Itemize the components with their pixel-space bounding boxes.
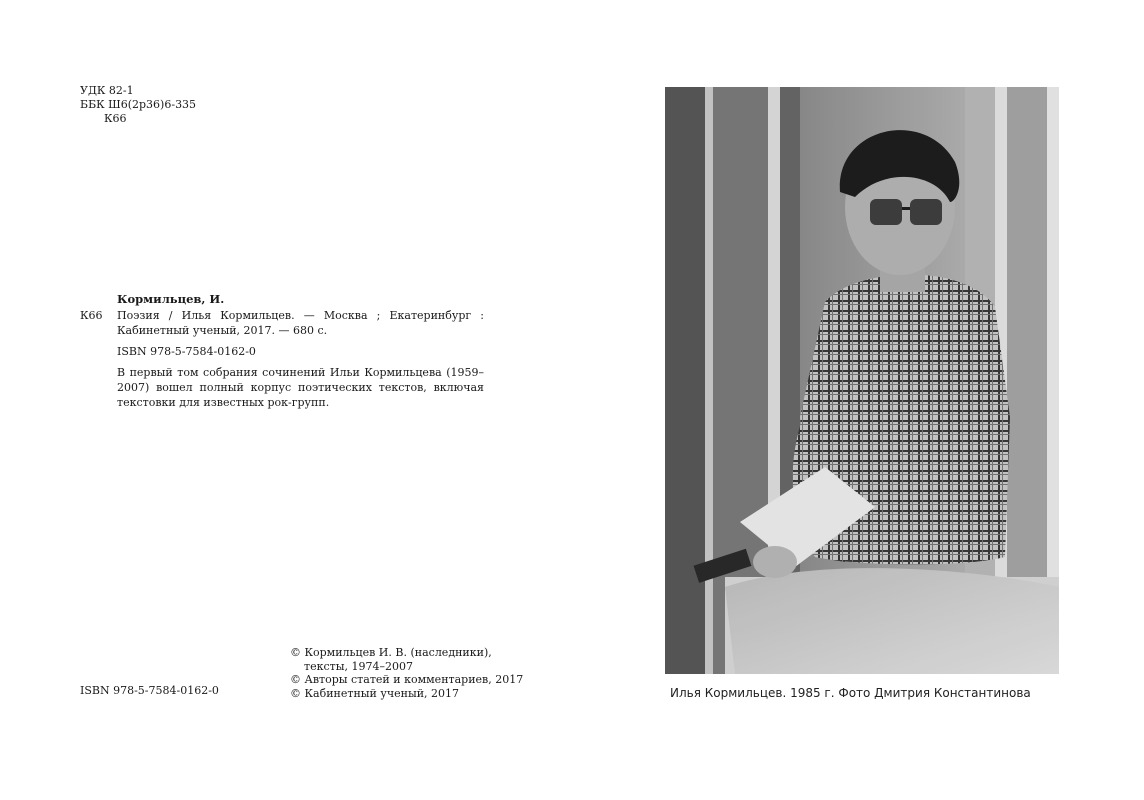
bbk-code: ББК Ш6(2р36)6-335 xyxy=(80,98,197,111)
isbn-bottom: ISBN 978-5-7584-0162-0 xyxy=(80,684,219,697)
copyright-line: © Авторы статей и комментариев, 2017 xyxy=(290,673,524,686)
catalog-description: Поэзия / Илья Кормильцев. — Москва ; Екатеринбург : Кабинетный ученый, 2017. — 680 с. xyxy=(117,309,484,337)
copyright-line: © Кормильцев И. В. (наследники), xyxy=(290,646,492,659)
catalog-annotation: В первый том собрания сочинений Ильи Кормильцева (1959–2007) вошел полный корпус поэтических текстов, включая текстовки для известных рок-групп. xyxy=(117,366,484,409)
catalog-code: К66 xyxy=(80,309,103,322)
copyright-line: © Кабинетный ученый, 2017 xyxy=(290,686,460,700)
copyright-line-continued: тексты, 1974–2007 xyxy=(304,659,413,673)
author-mark: К66 xyxy=(104,112,127,125)
classification-codes xyxy=(80,84,196,126)
frontispiece-page xyxy=(572,0,1144,800)
catalog-author: Кормильцев, И. xyxy=(117,292,225,306)
copyright-block xyxy=(290,646,523,700)
udk-code: УДК 82-1 xyxy=(80,84,134,97)
catalog-isbn: ISBN 978-5-7584-0162-0 xyxy=(117,345,256,358)
portrait-photo-icon xyxy=(665,87,1059,674)
photo-caption: Илья Кормильцев. 1985 г. Фото Дмитрия Константинова xyxy=(670,686,1031,700)
